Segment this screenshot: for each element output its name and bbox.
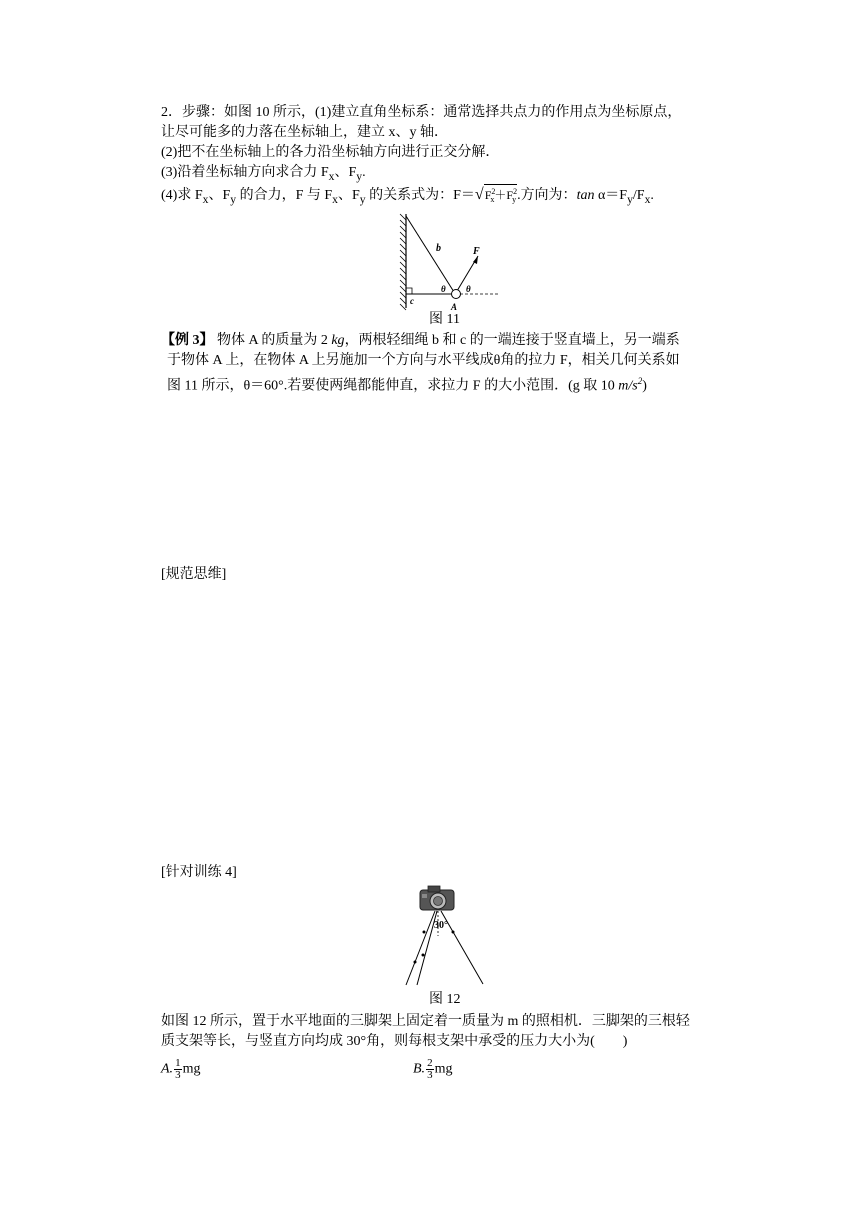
sqrt-sign: √	[474, 186, 484, 203]
label-A: A	[451, 302, 458, 312]
figure-11	[396, 212, 506, 314]
step-line-1: 2．步骤：如图 10 所示，(1)建立直角坐标系：通常选择共点力的作用点为坐标原点，	[161, 105, 682, 120]
option-b-label: B.	[413, 1061, 426, 1077]
step-line-4: (3)沿着坐标轴方向求合力 $F_x$、$F_y$.	[161, 165, 366, 183]
option-a-tail: mg	[182, 1061, 201, 1077]
norm-thinking-heading: [规范思维]	[161, 567, 227, 582]
angle-label: 30°	[434, 920, 448, 931]
option-a-label: A.	[161, 1061, 174, 1077]
ring-A	[452, 290, 461, 299]
label-theta-right: θ	[466, 284, 471, 294]
example-3-line-1: 【例 3】 物体 A 的质量为 2 kg，两根轻细绳 b 和 c 的一端连接于竖直墙上，另一端系	[161, 333, 680, 348]
label-theta-left: θ	[441, 284, 446, 294]
figure-12-caption: 图 12	[429, 992, 461, 1007]
example-3-line-2: 于物体 A 上，在物体 A 上另施加一个方向与水平线成θ角的拉力 F，相关几何关系如	[167, 353, 680, 368]
option-a-fraction: $\frac{1}{3}$	[175, 1057, 181, 1081]
step-line-2: 让尽可能多的力落在坐标轴上，建立 x、y 轴．	[161, 125, 448, 140]
label-F: F	[473, 246, 480, 257]
question-line-1: 如图 12 所示，置于水平地面的三脚架上固定着一质量为 m 的照相机．三脚架的三根轻	[161, 1014, 690, 1029]
step-line-5: (4)求 $F_x$、$F_y$ 的合力，F 与 $F_x$、$F_y$ 的关系式为：$F=√F^2_x+F^2_y$.方向为：$\tan \alpha=F_y/F_x$.	[161, 186, 654, 206]
option-b[interactable]	[413, 1058, 452, 1081]
training-4-heading: [针对训练 4]	[161, 865, 237, 880]
example-3-tag: 【例 3】	[161, 333, 214, 348]
option-b-tail: mg	[434, 1061, 453, 1077]
label-b: b	[436, 243, 441, 254]
option-a[interactable]	[161, 1058, 200, 1081]
question-line-2: 质支架等长，与竖直方向均成 30°角，则每根支架中承受的压力大小为( )	[161, 1034, 628, 1049]
sqrt-expression: $F^2_x+F^2_y$	[484, 184, 517, 207]
figure-11-caption: 图 11	[429, 312, 460, 327]
option-b-fraction: $\frac{2}{3}$	[427, 1057, 433, 1081]
example-3-line-3: 图 11 所示，θ＝60°.若要使两绳都能伸直，求拉力 F 的大小范围．(g 取 10 $m/s^2$)	[167, 376, 647, 394]
camera-icon	[420, 886, 454, 910]
figure-12	[398, 884, 490, 988]
step-line-3: (2)把不在坐标轴上的各力沿坐标轴方向进行正交分解．	[161, 145, 500, 160]
label-c: c	[410, 296, 414, 306]
rope-b	[406, 216, 454, 292]
